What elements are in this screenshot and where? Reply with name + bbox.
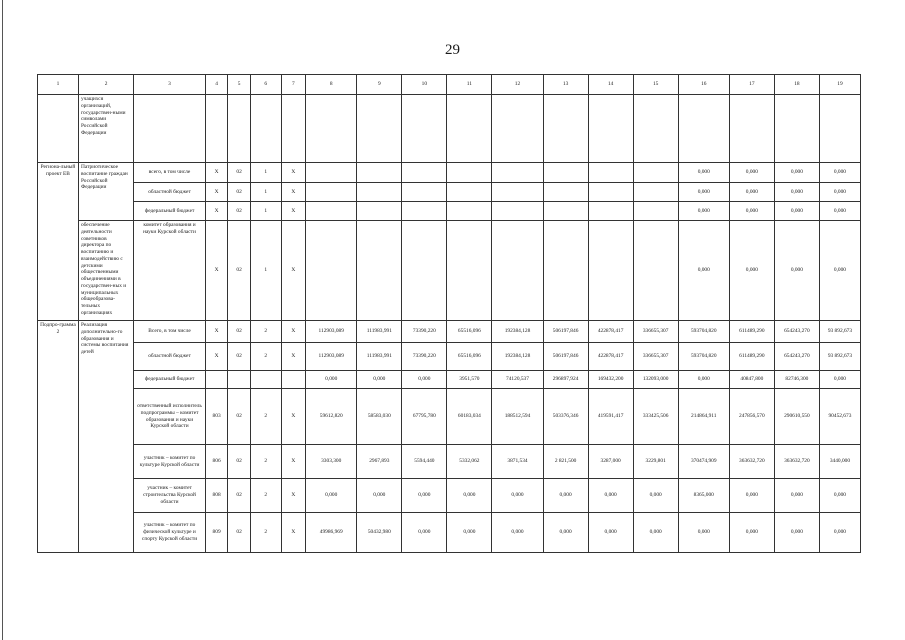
cell: 2 (250, 389, 281, 445)
cell: 3287,000 (588, 445, 633, 479)
cell: 5332,062 (447, 445, 492, 479)
cell: 49986,969 (306, 513, 357, 553)
cell: 0,000 (357, 371, 402, 389)
row-label: всего, в том числе (134, 163, 206, 183)
pp-row-construction (38, 479, 861, 513)
cell: 1 (250, 183, 281, 202)
cell: 0,000 (543, 479, 588, 513)
cell: 506197,846 (543, 321, 588, 343)
cell: 0,000 (633, 513, 678, 553)
cell: 0,000 (819, 479, 860, 513)
cell: X (281, 183, 306, 202)
cell: X (281, 513, 306, 553)
cell: 654243,270 (774, 343, 819, 371)
cell: 93 892,673 (819, 321, 860, 343)
cell (250, 371, 281, 389)
row-label: федеральный бюджет (134, 202, 206, 221)
cell: 02 (228, 479, 251, 513)
cell: 3229,801 (633, 445, 678, 479)
cell: 169432,200 (588, 371, 633, 389)
cell: 363632,720 (729, 445, 774, 479)
row-label: участник – комитет по физической культуре и спорту Курской области (134, 513, 206, 553)
cell: 2 (250, 343, 281, 371)
cell: 0,000 (402, 479, 447, 513)
cell: 74120,537 (492, 371, 543, 389)
col-header: 18 (774, 75, 819, 95)
continued-description: учащихся организаций, государствен-ными символами Российской Федерации (78, 95, 133, 163)
cell: 02 (228, 445, 251, 479)
cell: 2967,893 (357, 445, 402, 479)
cell: 0,000 (819, 183, 860, 202)
cell: 0,000 (306, 371, 357, 389)
cell: 0,000 (402, 513, 447, 553)
cell: X (281, 221, 306, 321)
cell: 290610,550 (774, 389, 819, 445)
cell: 808 (205, 479, 228, 513)
col-header: 4 (205, 75, 228, 95)
cell: 214864,911 (678, 389, 729, 445)
pp-row-regional (38, 343, 861, 371)
cell: 503376,346 (543, 389, 588, 445)
cell: 336655,307 (633, 321, 678, 343)
cell: 0,000 (492, 513, 543, 553)
cell: 0,000 (774, 221, 819, 321)
cell: X (281, 479, 306, 513)
cell: 111983,991 (357, 321, 402, 343)
cell: 0,000 (543, 513, 588, 553)
pp-row-responsible (38, 389, 861, 445)
page-edge-line (2, 0, 3, 640)
cell: 65516,096 (447, 343, 492, 371)
cell: X (281, 343, 306, 371)
cell: 0,000 (729, 221, 774, 321)
cell: 1 (250, 221, 281, 321)
col-header: 12 (492, 75, 543, 95)
cell: 0,000 (729, 479, 774, 513)
cell: 0,000 (729, 513, 774, 553)
cell (205, 371, 228, 389)
cell: 112903,089 (306, 321, 357, 343)
cell: 0,000 (819, 202, 860, 221)
cell: X (281, 389, 306, 445)
cell: 02 (228, 163, 251, 183)
rp-event-name: обеспечение деятельности советников директора по воспитанию и взаимодействию с детскими общественными объединениями в государствен-ных и муниципальных общеобразова-тельных организациях (78, 221, 133, 321)
cell: 0,000 (819, 371, 860, 389)
cell: 192384,128 (492, 321, 543, 343)
cell: 0,000 (819, 163, 860, 183)
cell: 806 (205, 445, 228, 479)
col-header: 15 (633, 75, 678, 95)
cell: X (281, 163, 306, 183)
cell: 3303,300 (306, 445, 357, 479)
cell: 82746,300 (774, 371, 819, 389)
row-label: Всего, в том числе (134, 321, 206, 343)
cell: 0,000 (774, 513, 819, 553)
cell: X (281, 445, 306, 479)
cell: 2 821,500 (543, 445, 588, 479)
col-header: 19 (819, 75, 860, 95)
pp-row-federal (38, 371, 861, 389)
cell: 90452,673 (819, 389, 860, 445)
cell: 93 892,673 (819, 343, 860, 371)
cell: 611489,290 (729, 321, 774, 343)
col-header: 8 (306, 75, 357, 95)
cell: 0,000 (678, 513, 729, 553)
cell: 611489,290 (729, 343, 774, 371)
cell: 0,000 (678, 202, 729, 221)
cell: 419591,417 (588, 389, 633, 445)
cell: 0,000 (774, 163, 819, 183)
rp-row-total (38, 163, 861, 183)
cell: 2 (250, 513, 281, 553)
row-label: ответственный исполнитель подпрограммы – комитет образования и науки Курской области (134, 389, 206, 445)
cell: 1 (250, 163, 281, 183)
cell: 370474,909 (678, 445, 729, 479)
cell: 192384,128 (492, 343, 543, 371)
cell: 5594,440 (402, 445, 447, 479)
col-header: 1 (38, 75, 79, 95)
column-number-row (38, 75, 861, 95)
cell: 593704,820 (678, 321, 729, 343)
cell: X (205, 343, 228, 371)
pp-row-sport (38, 513, 861, 553)
cell: 02 (228, 513, 251, 553)
cell: 73390,220 (402, 343, 447, 371)
cell: X (205, 202, 228, 221)
cell: 65516,096 (447, 321, 492, 343)
col-header: 13 (543, 75, 588, 95)
cell: 0,000 (588, 513, 633, 553)
col-header: 7 (281, 75, 306, 95)
cell: 0,000 (819, 221, 860, 321)
cell: 02 (228, 221, 251, 321)
cell: 247856,570 (729, 389, 774, 445)
col-header: 9 (357, 75, 402, 95)
cell: 58583,030 (357, 389, 402, 445)
row-label: участник – комитет строительства Курской области (134, 479, 206, 513)
cell: 8365,000 (678, 479, 729, 513)
row-label: участник – комитет по культуре Курской области (134, 445, 206, 479)
cell: 3440,000 (819, 445, 860, 479)
rp-row-federal (38, 202, 861, 221)
cell: 0,000 (678, 221, 729, 321)
col-header: 17 (729, 75, 774, 95)
cell: 0,000 (402, 371, 447, 389)
cell: 0,000 (306, 479, 357, 513)
cell: 0,000 (729, 202, 774, 221)
col-header: 2 (78, 75, 133, 95)
rp-row-regional (38, 183, 861, 202)
cell: 3951,570 (447, 371, 492, 389)
rp-title: Регионa-льный проект ЕВ (38, 163, 79, 321)
cell: 809 (205, 513, 228, 553)
cell: 0,000 (678, 183, 729, 202)
cell: 0,000 (729, 163, 774, 183)
cell: 0,000 (357, 479, 402, 513)
cell: 333425,506 (633, 389, 678, 445)
cell: 0,000 (774, 183, 819, 202)
rp-row-committee (38, 221, 861, 321)
cell: 0,000 (447, 513, 492, 553)
cell: 02 (228, 202, 251, 221)
budget-table (37, 74, 861, 553)
cell: 111983,991 (357, 343, 402, 371)
cell: 73390,220 (402, 321, 447, 343)
cell: 422878,417 (588, 321, 633, 343)
cell: 296897,924 (543, 371, 588, 389)
col-header: 6 (250, 75, 281, 95)
cell: 0,000 (447, 479, 492, 513)
col-header: 10 (402, 75, 447, 95)
col-header: 16 (678, 75, 729, 95)
cell: 59612,820 (306, 389, 357, 445)
col-header: 14 (588, 75, 633, 95)
cell: 02 (228, 321, 251, 343)
cell: 2 (250, 445, 281, 479)
row-label: комитет образования и науки Курской области (134, 221, 206, 321)
cell: 0,000 (633, 479, 678, 513)
col-header: 3 (134, 75, 206, 95)
cell: 67795,780 (402, 389, 447, 445)
cell: 3871,534 (492, 445, 543, 479)
cell: 132093,000 (633, 371, 678, 389)
cell: 506197,846 (543, 343, 588, 371)
cell: 336655,307 (633, 343, 678, 371)
cell: X (281, 321, 306, 343)
cell: X (281, 202, 306, 221)
row-label: федеральный бюджет (134, 371, 206, 389)
row-label: областной бюджет (134, 183, 206, 202)
cell: 02 (228, 183, 251, 202)
cell: 654243,270 (774, 321, 819, 343)
cell: 0,000 (678, 163, 729, 183)
cell: 02 (228, 343, 251, 371)
page-number: 29 (445, 42, 460, 58)
cell: 803 (205, 389, 228, 445)
cell: 40847,800 (729, 371, 774, 389)
col-header: 11 (447, 75, 492, 95)
pp-row-culture (38, 445, 861, 479)
cell: 1 (250, 202, 281, 221)
cell: 0,000 (588, 479, 633, 513)
pp-row-total (38, 321, 861, 343)
cell: 363632,720 (774, 445, 819, 479)
cell (281, 371, 306, 389)
row-label: областной бюджет (134, 343, 206, 371)
cell: X (205, 163, 228, 183)
cell: 0,000 (729, 183, 774, 202)
cell: 2 (250, 479, 281, 513)
pp-name: Реализация дополнительно-го образования и системы воспитания детей (78, 321, 133, 553)
cell: X (205, 321, 228, 343)
cell: 50432,980 (357, 513, 402, 553)
cell: 112903,089 (306, 343, 357, 371)
cell: X (205, 183, 228, 202)
pp-title: Подпро-грамма 2 (38, 321, 79, 553)
col-header: 5 (228, 75, 251, 95)
cell: 593704,820 (678, 343, 729, 371)
cell: 0,000 (774, 479, 819, 513)
cell: X (205, 221, 228, 321)
cell (228, 371, 251, 389)
cell: 0,000 (774, 202, 819, 221)
cell: 188512,594 (492, 389, 543, 445)
cell: 422878,417 (588, 343, 633, 371)
cell: 2 (250, 321, 281, 343)
cell: 0,000 (492, 479, 543, 513)
cell: 0,000 (678, 371, 729, 389)
continuation-row (38, 95, 861, 163)
cell: 60183,034 (447, 389, 492, 445)
cell: 0,000 (819, 513, 860, 553)
rp-name: Патриотическое воспитание граждан Российской Федерации (78, 163, 133, 221)
cell: 02 (228, 389, 251, 445)
